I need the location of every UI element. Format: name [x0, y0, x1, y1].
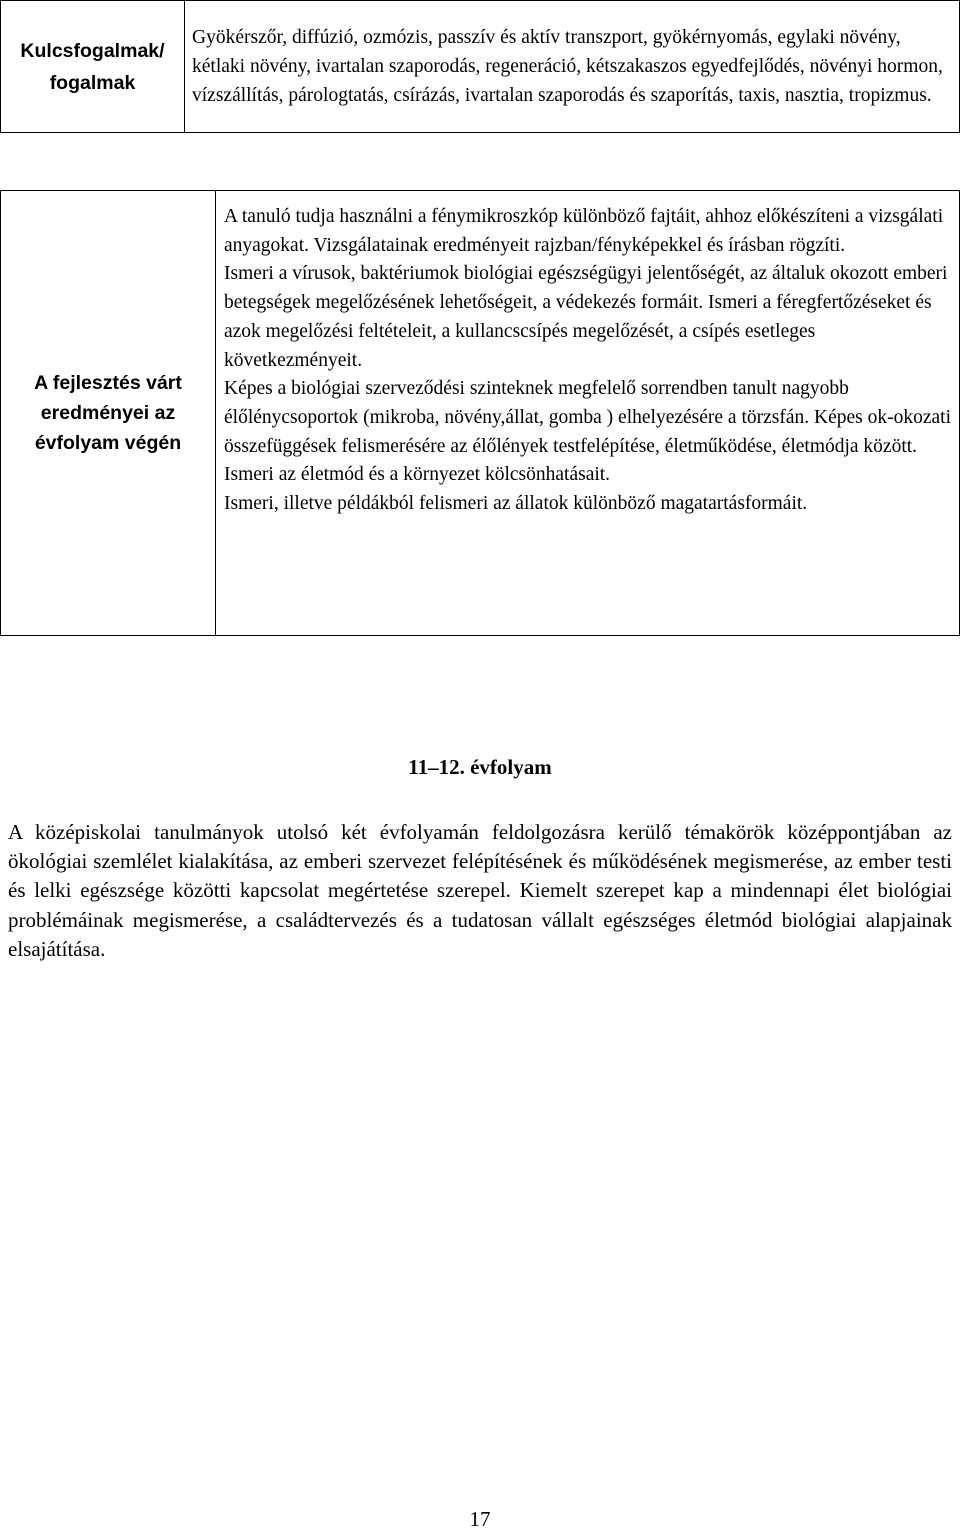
- kulcsfogalmak-label: Kulcsfogalmak/ fogalmak: [1, 1, 185, 133]
- fejlesztes-label: A fejlesztés várt eredményei az évfolyam végén: [1, 191, 216, 636]
- intro-paragraph: A középiskolai tanulmányok utolsó két évfolyamán feldolgozásra kerülő témakörök középpontjában az ökológiai szemlélet kialakítása, az emberi szervezet felépítésének és működésének megismerése, az ember testi és lelki egészsége közötti kapcsolat megértetése szerepel. Kiemelt szerepet kap a mindennapi élet biológiai problémáinak megismerése, a családtervezés és a tudatosan vállalt egészséges életmód biológiai alapjainak elsajátítása.: [8, 820, 952, 961]
- fejlesztes-table: [0, 190, 960, 636]
- fejlesztes-paragraph: Ismeri, illetve példákból felismeri az állatok különböző magatartásformáit.: [224, 493, 808, 515]
- table-row: [1, 1, 960, 133]
- kulcsfogalmak-table: [0, 0, 960, 133]
- page-number: 17: [469, 1507, 491, 1531]
- fejlesztes-paragraph: A tanuló tudja használni a fénymikroszkóp különböző fajtáit, ahhoz előkészíteni a vizsgálati anyagokat. Vizsgálatainak eredményeit rajzban/fényképekkel és írásban rögzíti.: [224, 206, 944, 256]
- fejlesztes-paragraph: Ismeri a vírusok, baktériumok biológiai egészségügyi jelentőségét, az általuk okozott emberi betegségek megelőzésének lehetőségeit, a védekezés formáit. Ismeri a féregfertőzéseket és azok megelőzési feltételeit, a kullancscsípés megelőzését, a csípés esetleges következményeit.: [224, 263, 948, 371]
- fejlesztes-content: [216, 191, 960, 636]
- section-heading: 11–12. évfolyam: [408, 755, 552, 779]
- table-row: [1, 191, 960, 636]
- fejlesztes-paragraph: Képes a biológiai szerveződési szinteknek megfelelő sorrendben tanult nagyobb élőlénycsoportok (mikroba, növény,állat, gomba ) elhelyezésére a törzsfán. Képes ok-okozati összefüggések felismerésére az élőlények testfelépítése, életműködése, életmódja között. Ismeri az életmód és a környezet kölcsönhatásait.: [224, 378, 952, 486]
- kulcsfogalmak-text: Gyökérszőr, diffúzió, ozmózis, passzív és aktív transzport, gyökérnyomás, egylaki növény, kétlaki növény, ivartalan szaporodás, regeneráció, kétszakaszos egyedfejlődés, növényi hormon, vízszállítás, párologtatás, csírázás, ivartalan szaporodás és szaporítás, taxis, nasztia, tropizmus.: [185, 1, 960, 133]
